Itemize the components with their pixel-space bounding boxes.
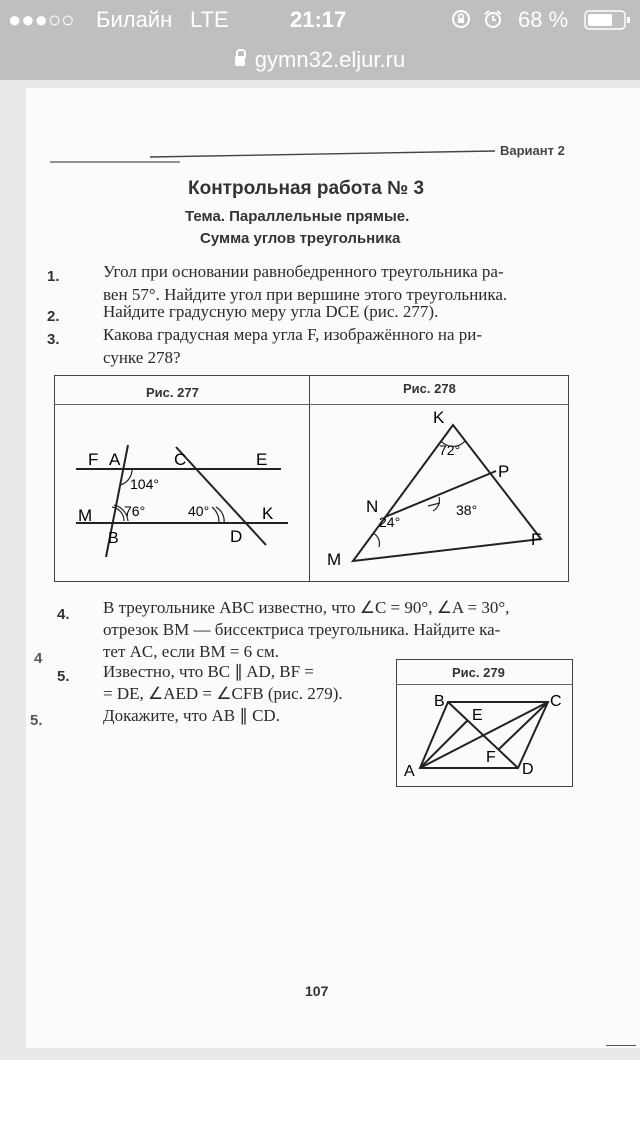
label-A: A xyxy=(109,450,121,469)
problem-5-line-2: = DE, ∠AED = ∠CFB (рис. 279). xyxy=(103,684,343,703)
arc-24 xyxy=(373,533,379,547)
problem-2-line-1: Найдите градусную меру угла DCE (рис. 277). xyxy=(103,302,439,321)
label-C: C xyxy=(174,450,187,469)
margin-mark-5: 5. xyxy=(30,712,43,729)
label-B: B xyxy=(108,530,119,547)
fig-279-diagram xyxy=(398,686,570,784)
signal-strength: ●●●○○ xyxy=(8,7,75,32)
fig-279-caption: Рис. 279 xyxy=(452,665,505,680)
angle-40: 40° xyxy=(188,503,210,519)
label-A: A xyxy=(404,763,415,780)
label-E: E xyxy=(472,707,483,724)
transversal-cd xyxy=(176,447,266,545)
carrier-name: Билайн xyxy=(96,7,173,32)
label-M: M xyxy=(78,506,93,525)
fig-278-caption: Рис. 278 xyxy=(403,381,456,396)
page-title: Контрольная работа № 3 xyxy=(188,178,425,199)
problem-2-number: 2. xyxy=(47,308,60,325)
page-number: 107 xyxy=(305,983,329,999)
alarm-icon xyxy=(482,8,504,36)
topic-line-1: Тема. Параллельные прямые. xyxy=(185,208,410,225)
problem-5-number: 5. xyxy=(57,668,70,685)
status-bar xyxy=(0,0,640,40)
angle-72: 72° xyxy=(439,442,461,458)
angle-104: 104° xyxy=(130,476,159,492)
problem-5-line-3: Докажите, что AB ∥ CD. xyxy=(103,706,280,725)
fig-278-diagram xyxy=(311,405,567,579)
angle-38: 38° xyxy=(456,502,478,518)
problem-4-line-2: отрезок BM — биссектриса треугольника. Найдите ка- xyxy=(103,620,501,639)
segment-ae xyxy=(420,720,468,768)
problem-4-line-3: тет AC, если BM = 6 см. xyxy=(103,642,279,661)
label-F: F xyxy=(88,450,99,469)
clock: 21:17 xyxy=(290,7,347,32)
label-M: M xyxy=(327,550,342,569)
url-text[interactable]: gymn32.eljur.ru xyxy=(254,47,406,72)
figures-divider xyxy=(309,375,310,582)
angle-76: 76° xyxy=(124,503,146,519)
angle-24: 24° xyxy=(379,514,401,530)
variant-label: Вариант 2 xyxy=(500,143,565,158)
problem-3-number: 3. xyxy=(47,331,60,348)
segment-cf xyxy=(498,702,548,750)
label-E: E xyxy=(256,450,268,469)
label-N: N xyxy=(366,497,379,516)
problem-1-line-2: вен 57°. Найдите угол при вершине этого треугольника. xyxy=(103,285,508,304)
network-type: LTE xyxy=(190,7,229,32)
problem-3-line-1: Какова градусная мера угла F, изображённого на ри- xyxy=(103,325,483,344)
diag-ca xyxy=(420,702,548,768)
problem-1-line-1: Угол при основании равнобедренного треугольника ра- xyxy=(103,262,504,281)
problem-4-line-1: В треугольнике ABC известно, что ∠C = 90°, ∠A = 30°, xyxy=(103,598,510,617)
label-F: F xyxy=(531,530,542,549)
address-bar[interactable] xyxy=(0,40,640,80)
label-B: B xyxy=(434,693,445,710)
battery-percent: 68 % xyxy=(518,7,569,32)
fig-277-caption: Рис. 277 xyxy=(146,385,199,400)
problem-4-number: 4. xyxy=(57,606,70,623)
fig-277-diagram xyxy=(56,405,308,579)
problem-5-line-1: Известно, что BC ∥ AD, BF = xyxy=(103,662,314,681)
label-K: K xyxy=(262,504,274,523)
label-P: P xyxy=(498,462,510,481)
problem-3-line-2: сунке 278? xyxy=(103,348,181,367)
problem-1-number: 1. xyxy=(47,268,60,285)
label-F: F xyxy=(486,749,496,766)
fig-279-caption-rule xyxy=(396,684,573,685)
corner-mark xyxy=(606,1045,636,1046)
lock-icon xyxy=(235,56,245,66)
label-K: K xyxy=(433,408,445,427)
label-C: C xyxy=(550,693,562,710)
topic-line-2: Сумма углов треугольника xyxy=(200,230,401,247)
battery-icon xyxy=(584,10,632,36)
label-D: D xyxy=(230,527,243,546)
margin-mark-4: 4 xyxy=(34,650,43,667)
label-D: D xyxy=(522,761,534,778)
rotation-lock-icon xyxy=(450,8,472,36)
arc-40-double xyxy=(212,507,219,523)
